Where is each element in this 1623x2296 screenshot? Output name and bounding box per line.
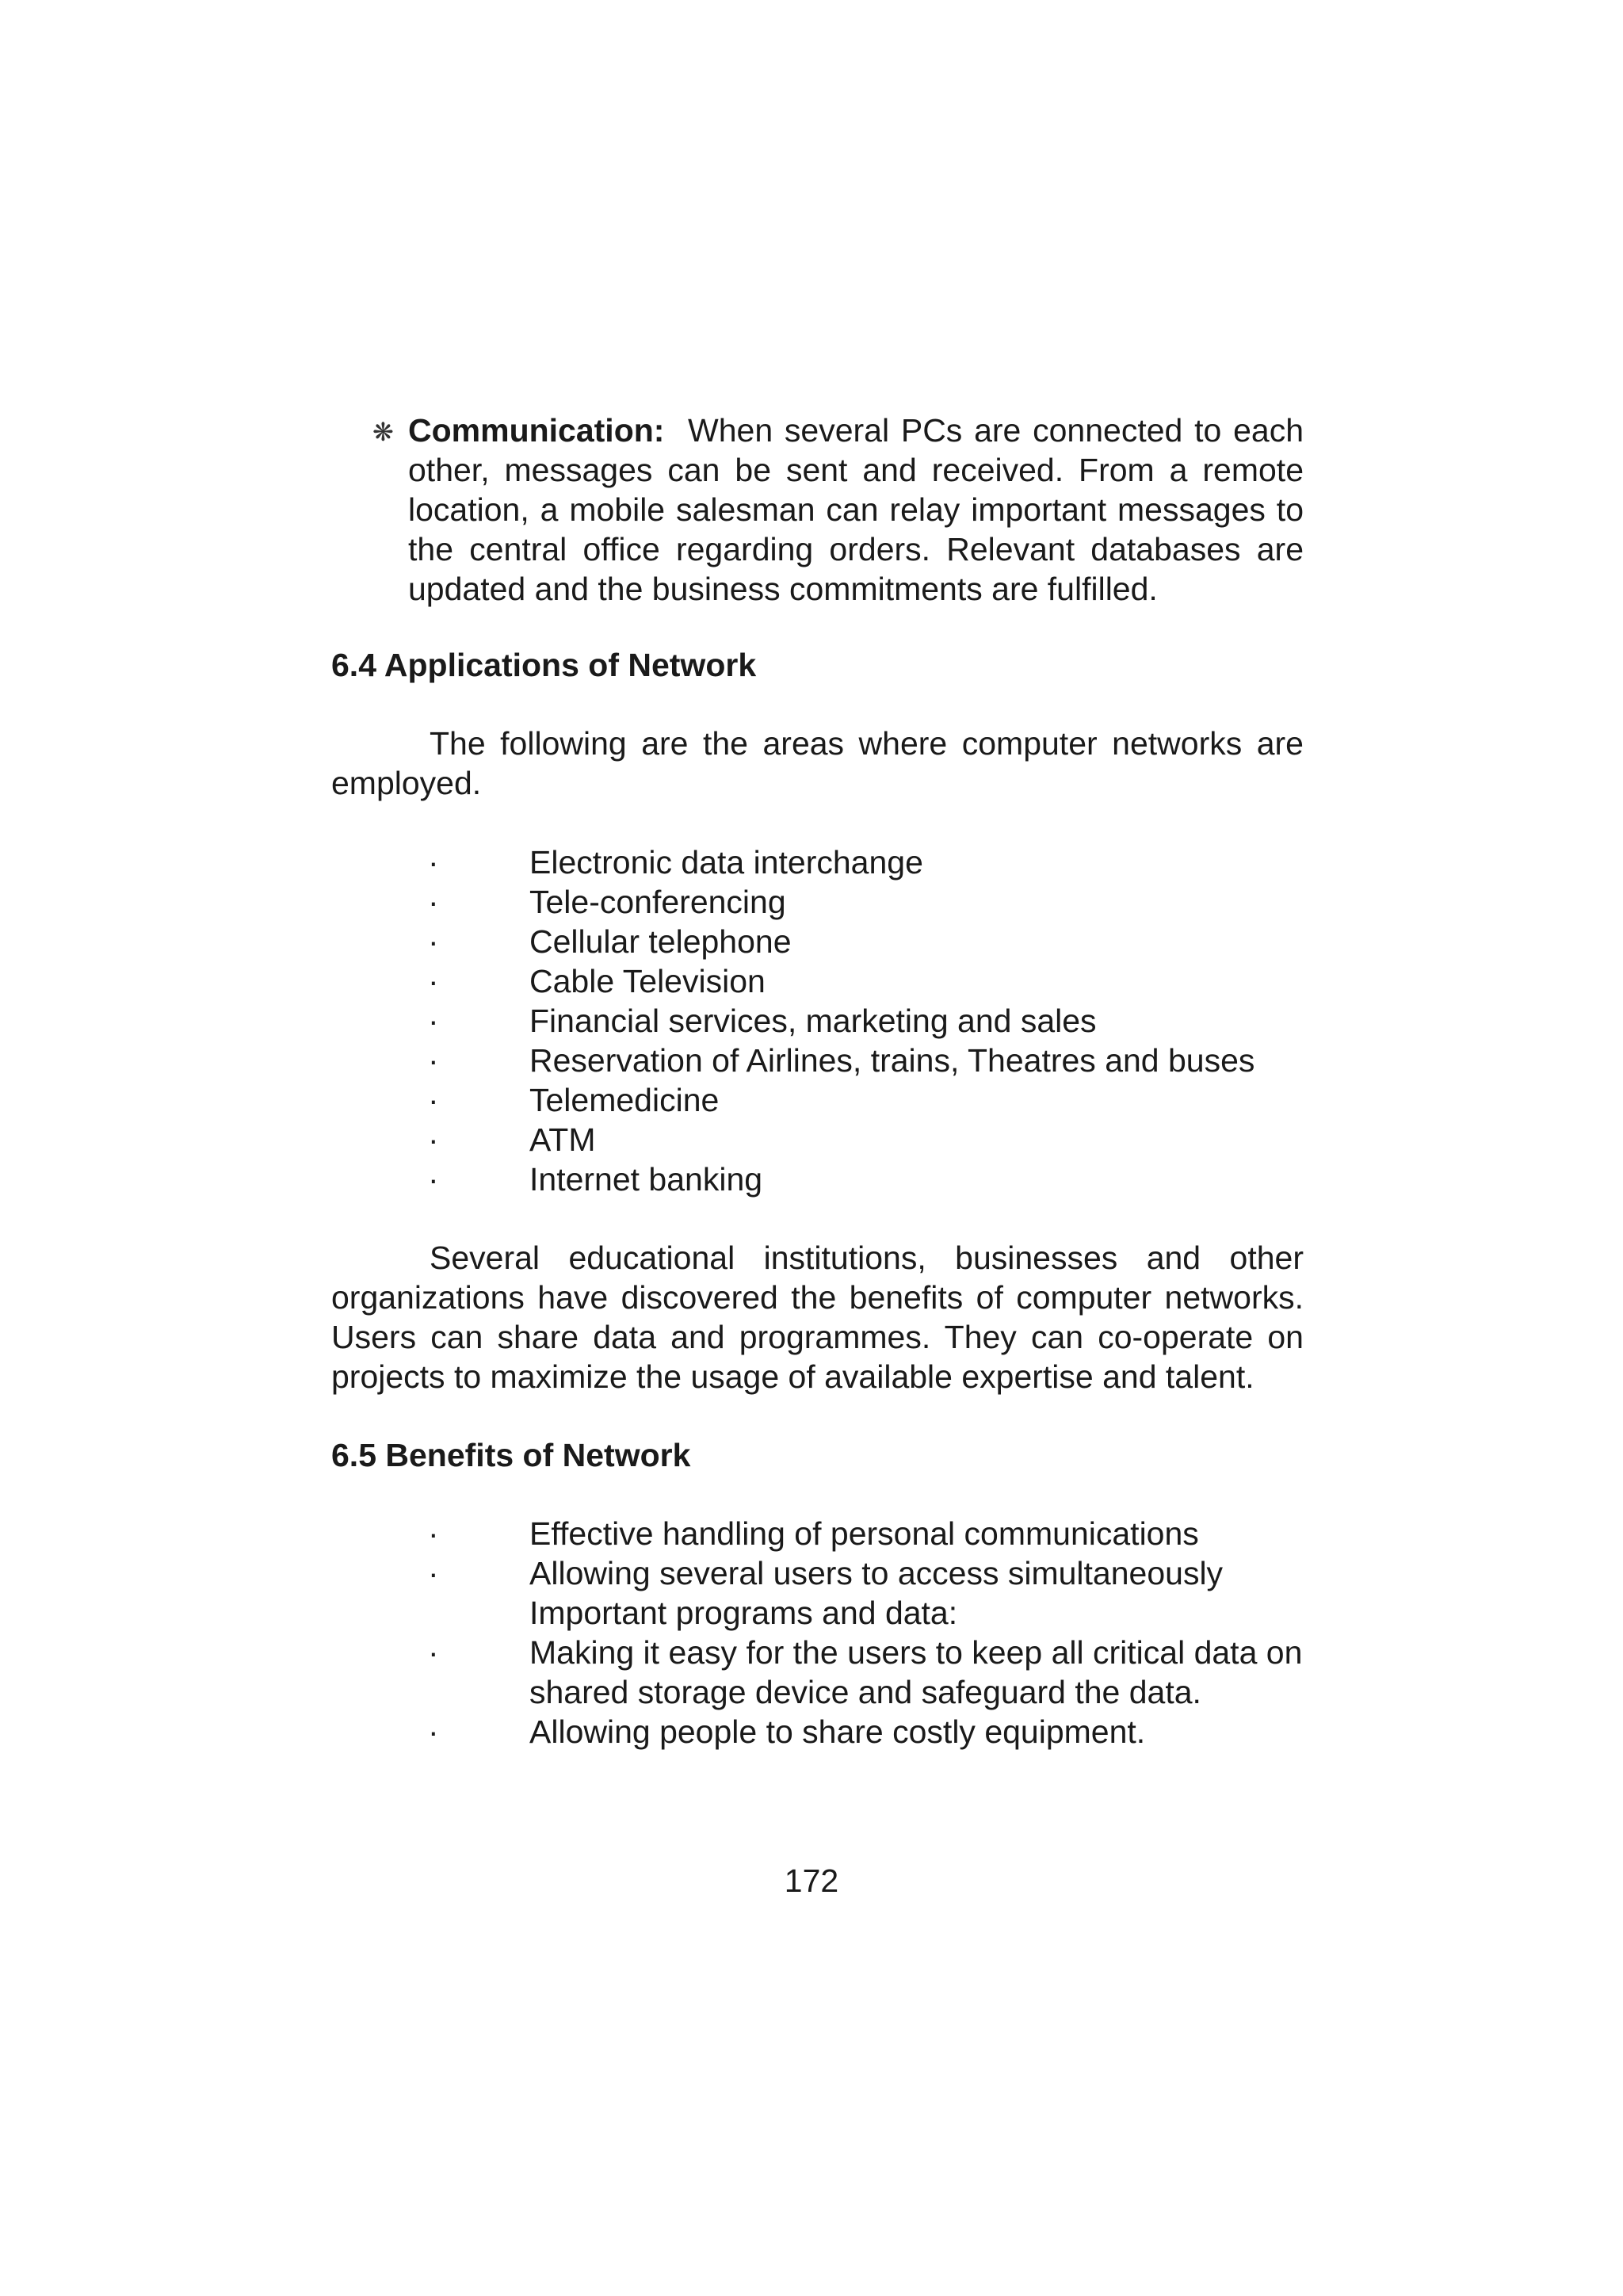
bullet-dot-icon: · [428, 1515, 439, 1552]
list-item [428, 842, 1308, 882]
bullet-dot-icon: · [428, 1634, 439, 1671]
bullet-dot-icon: · [428, 1713, 439, 1750]
list-item-text: Electronic data interchange [529, 844, 923, 881]
bullet-dot-icon: · [428, 923, 439, 960]
bullet-dot-icon: · [428, 844, 439, 881]
list-item-text: Effective handling of personal communications [529, 1515, 1199, 1552]
list-item [428, 1120, 1308, 1159]
list-item [428, 1514, 1308, 1553]
list-item-text: Allowing several users to access simultaneously Important programs and data: [529, 1555, 1224, 1631]
list-item [428, 1712, 1308, 1752]
bullet-dot-icon: · [428, 884, 439, 920]
bullet-dot-icon: · [428, 1003, 439, 1039]
bullet-dot-icon: · [428, 1042, 439, 1079]
bullet-dot-icon: · [428, 1555, 439, 1591]
list-item [428, 961, 1308, 1001]
list-item-text: Financial services, marketing and sales [529, 1003, 1097, 1039]
list-item-text: Cable Television [529, 963, 766, 999]
communication-paragraph [408, 411, 1304, 609]
list-item [428, 922, 1308, 961]
list-item-text: Making it easy for the users to keep all critical data on shared storage device and safeguard the data. [529, 1634, 1303, 1710]
list-item [428, 1041, 1308, 1080]
applications-intro-paragraph: The following are the areas where computer networks are employed. [331, 725, 1304, 801]
communication-body: When several PCs are connected to each other, messages can be sent and received. From a remote location, a mobile salesman can relay important messages to the central office regarding orders. Relevant databases are updated and the business commitments are fulfilled. [408, 412, 1304, 607]
communication-lead: Communication: [408, 412, 665, 449]
list-item [428, 1001, 1308, 1041]
applications-closing-paragraph: Several educational institutions, businesses and other organizations have discovered the benefits of computer networks. Users can share data and programmes. They can co-operate on projects to maximize the usage of available expertise and talent. [331, 1240, 1304, 1395]
page-number: 172 [784, 1862, 839, 1899]
applications-list [428, 842, 1308, 1199]
list-item-text: Allowing people to share costly equipment. [529, 1713, 1146, 1750]
bullet-dot-icon: · [428, 1161, 439, 1198]
list-item-text: Cellular telephone [529, 923, 792, 960]
list-item-text: Tele-conferencing [529, 884, 786, 920]
list-item [428, 882, 1308, 922]
list-item [428, 1633, 1308, 1712]
list-item-text: Internet banking [529, 1161, 763, 1198]
list-item [428, 1553, 1308, 1633]
section-heading-benefits: 6.5 Benefits of Network [331, 1437, 691, 1473]
list-item-text: ATM [529, 1121, 596, 1158]
benefits-list [428, 1514, 1308, 1752]
asterisk-bullet-icon: ❋ [372, 418, 394, 446]
bullet-dot-icon: · [428, 963, 439, 999]
list-item-text: Reservation of Airlines, trains, Theatres and buses [529, 1042, 1255, 1079]
section-heading-applications: 6.4 Applications of Network [331, 647, 757, 683]
bullet-dot-icon: · [428, 1082, 439, 1118]
bullet-dot-icon: · [428, 1121, 439, 1158]
list-item-text: Telemedicine [529, 1082, 720, 1118]
list-item [428, 1159, 1308, 1199]
list-item [428, 1080, 1308, 1120]
